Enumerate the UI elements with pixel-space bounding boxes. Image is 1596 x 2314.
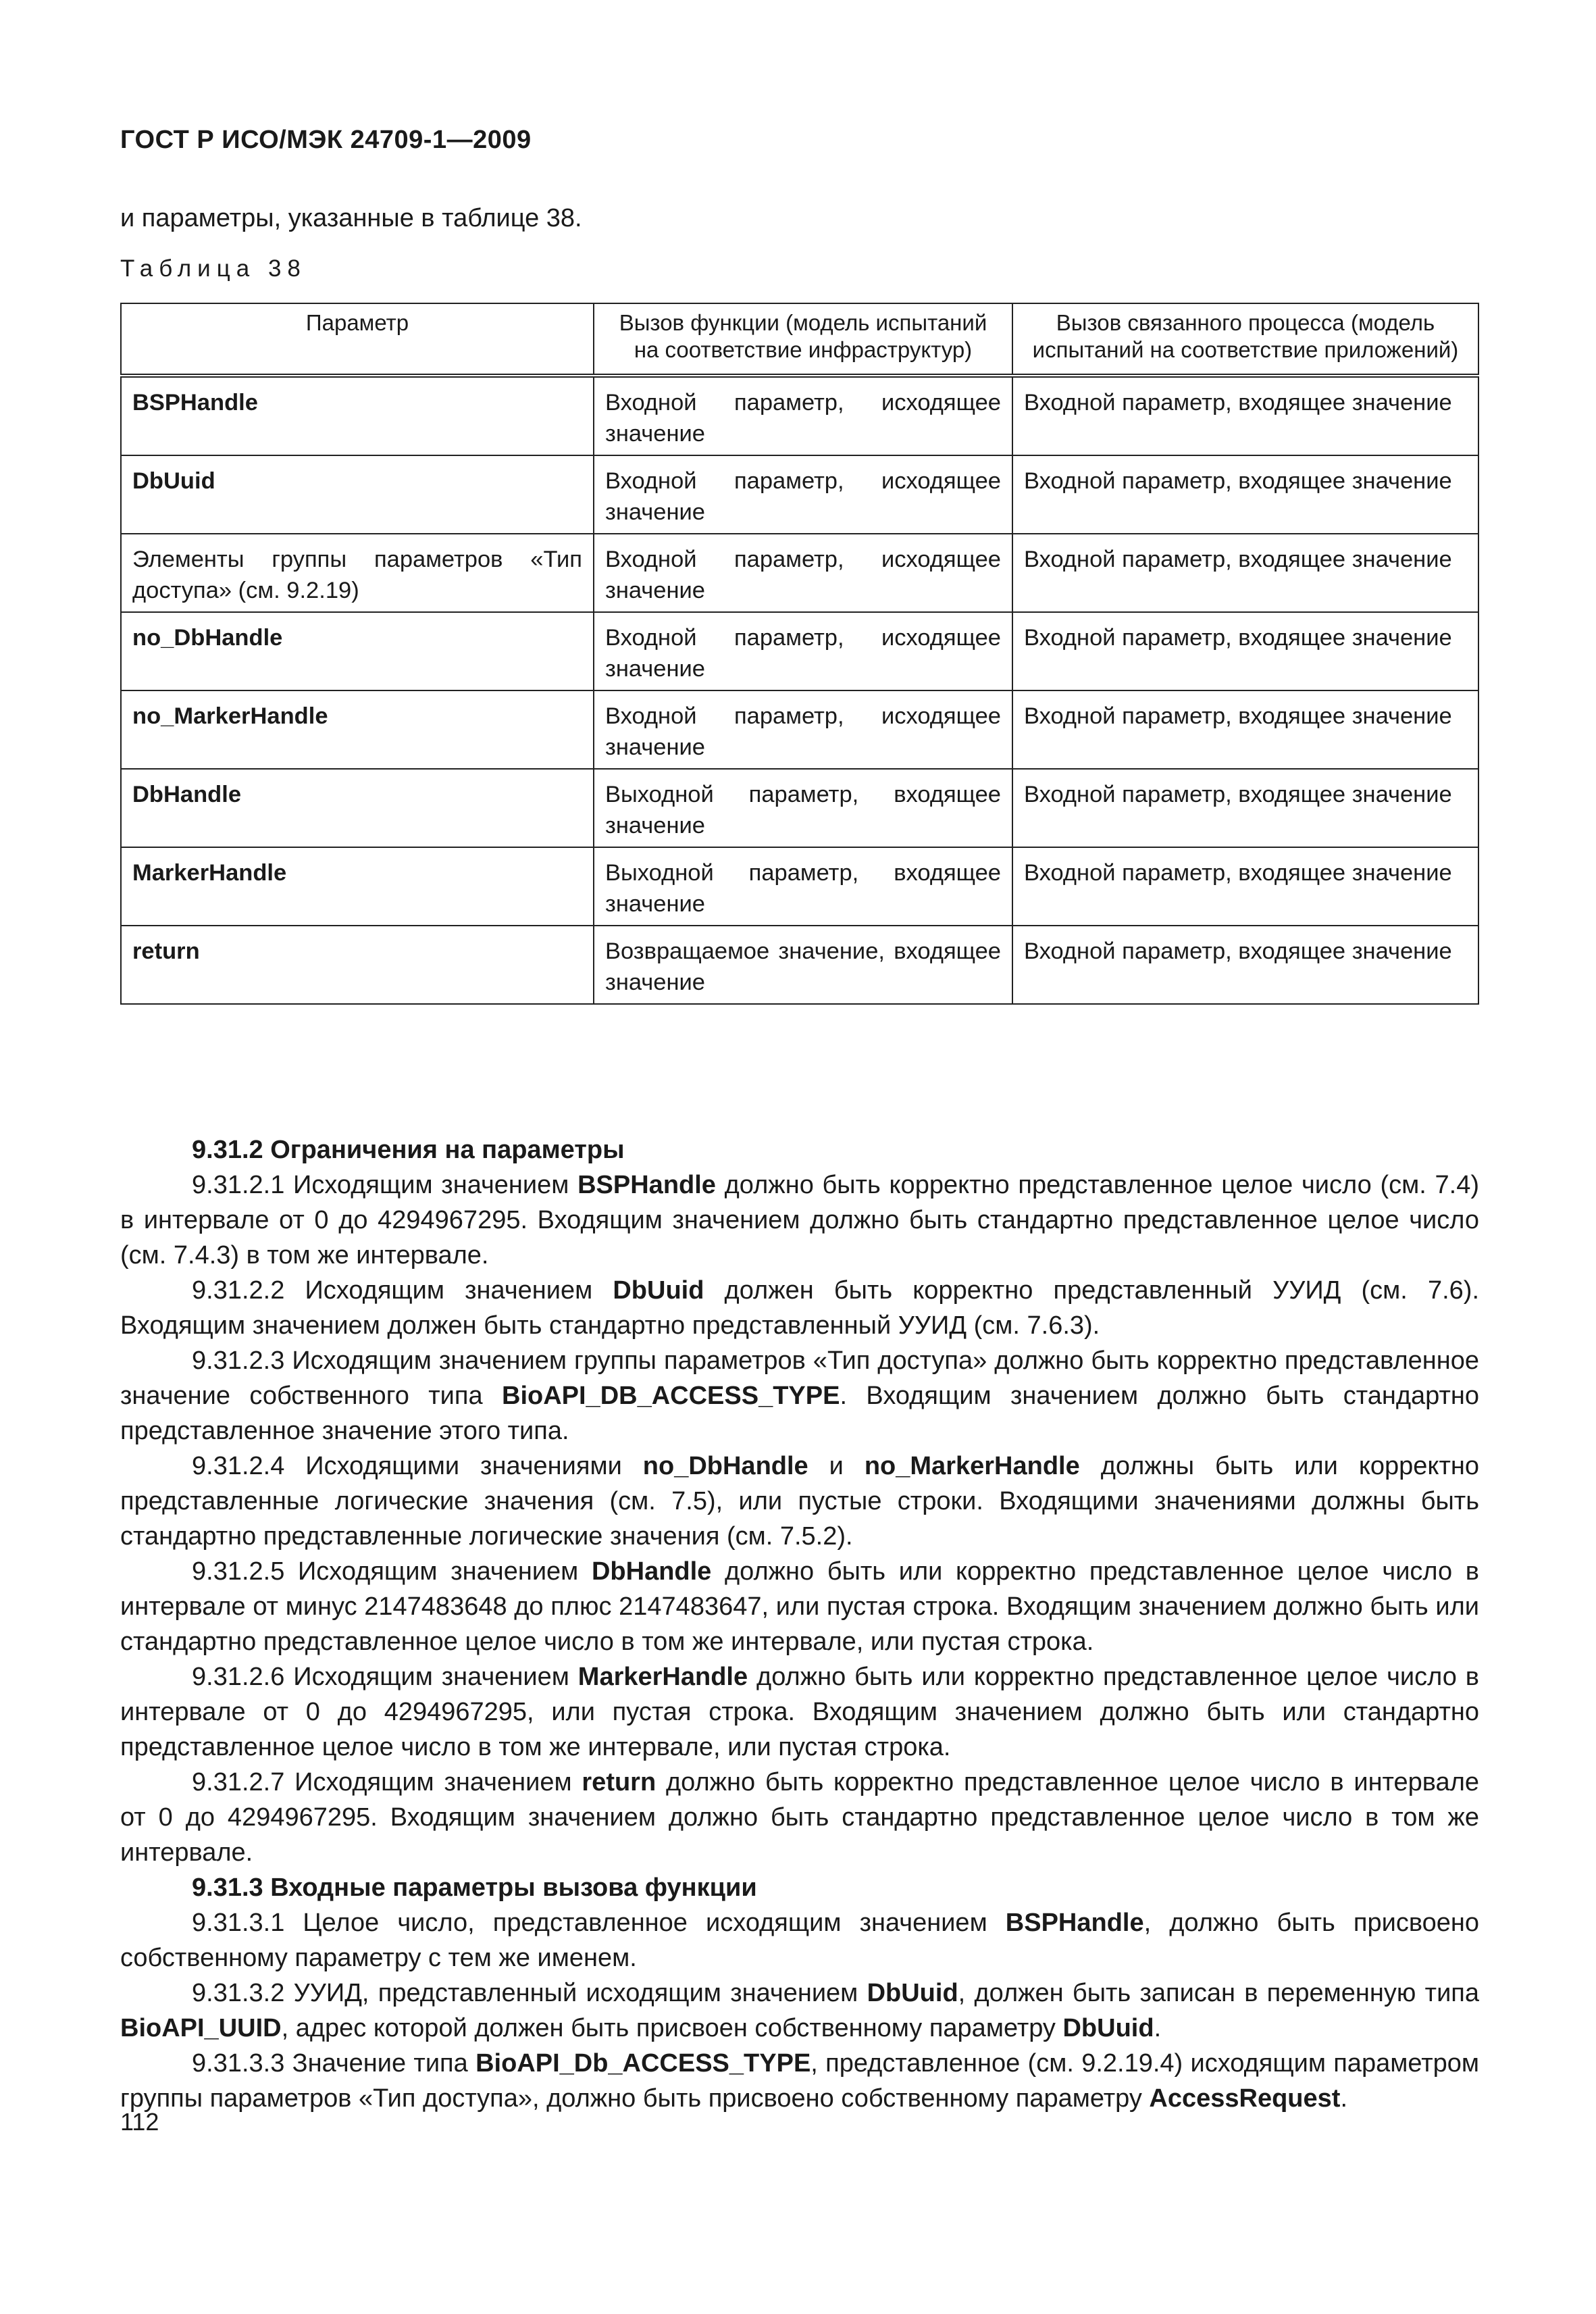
table-row [121,376,1478,455]
paragraph-9-31-3-3: 9.31.3.3 Значение типа BioAPI_Db_ACCESS_TYPE, представленное (см. 9.2.19.4) исходящим параметром группы параметров «Тип доступа», должно быть присвоено собственному параметру AccessRequest. [120,2049,1479,2113]
intro-text: и параметры, указанные в таблице 38. [120,204,582,232]
param-name: no_DbHandle [121,612,594,690]
paragraph-9-31-2-4: 9.31.2.4 Исходящими значениями no_DbHandle и no_MarkerHandle должны быть или корректно представленные логические значения (см. 7.5), или пустые строки. Входящими значениями должны быть стандартно представленные логические значения (см. 7.5.2). [120,1452,1479,1551]
process-call-cell: Входной параметр, входящее значение [1012,612,1478,690]
body-text [120,1132,1479,2116]
paragraph-9-31-2-7: 9.31.2.7 Исходящим значением return должно быть корректно представленное целое число в интервале от 0 до 4294967295. Входящим значением должно быть стандартно представленное целое число в том же интервале. [120,1768,1479,1867]
function-call-cell: Входной параметр, исходящее значение [594,612,1012,690]
paragraph-9-31-2-3: 9.31.2.3 Исходящим значением группы параметров «Тип доступа» должно быть корректно представленное значение собственного типа BioAPI_DB_ACCESS_TYPE. Входящим значением должно быть стандартно представленное значение этого типа. [120,1347,1479,1445]
process-call-cell: Входной параметр, входящее значение [1012,455,1478,534]
column-header-parameter: Параметр [121,303,594,376]
process-call-cell: Входной параметр, входящее значение [1012,926,1478,1004]
table-row [121,690,1478,769]
function-call-cell: Возвращаемое значение, входящее значение [594,926,1012,1004]
table-header-row [121,303,1478,376]
table-row [121,612,1478,690]
paragraph-9-31-3-1: 9.31.3.1 Целое число, представленное исходящим значением BSPHandle, должно быть присвоено собственному параметру с тем же именем. [120,1909,1479,1972]
param-name: DbUuid [121,455,594,534]
function-call-cell: Выходной параметр, входящее значение [594,847,1012,926]
table-row [121,455,1478,534]
document-header: ГОСТ Р ИСО/МЭК 24709-1—2009 [120,126,532,154]
param-name: BSPHandle [121,376,594,455]
param-name: DbHandle [121,769,594,847]
table-row [121,534,1478,612]
table-caption: Таблица 38 [120,255,307,282]
table-row [121,926,1478,1004]
paragraph-9-31-2-1: 9.31.2.1 Исходящим значением BSPHandle должно быть корректно представленное целое число (см. 7.4) в интервале от 0 до 4294967295. Входящим значением должно быть стандартно представленное целое число (см. 7.4.3) в том же интервале. [120,1171,1479,1269]
param-name: MarkerHandle [121,847,594,926]
function-call-cell: Входной параметр, исходящее значение [594,534,1012,612]
function-call-cell: Входной параметр, исходящее значение [594,455,1012,534]
param-name: Элементы группы параметров «Тип доступа» (см. 9.2.19) [121,534,594,612]
paragraph-9-31-2-6: 9.31.2.6 Исходящим значением MarkerHandle должно быть или корректно представленное целое число в интервале от 0 до 4294967295, или пустая строка. Входящим значением должно быть или стандартно представленное целое число в том же интервале, или пустая строка. [120,1663,1479,1761]
param-name: return [121,926,594,1004]
column-header-process-call: Вызов связанного процесса (модель испытаний на соответствие приложений) [1012,303,1478,376]
page-number: 112 [120,2108,159,2136]
param-name: no_MarkerHandle [121,690,594,769]
process-call-cell: Входной параметр, входящее значение [1012,534,1478,612]
section-title-9-31-2: 9.31.2 Ограничения на параметры [192,1136,625,1164]
process-call-cell: Входной параметр, входящее значение [1012,769,1478,847]
table-row [121,769,1478,847]
table-row [121,847,1478,926]
paragraph-9-31-3-2: 9.31.3.2 УУИД, представленный исходящим значением DbUuid, должен быть записан в переменную типа BioAPI_UUID, адрес которой должен быть присвоен собственному параметру DbUuid. [120,1979,1480,2042]
function-call-cell: Входной параметр, исходящее значение [594,376,1012,455]
process-call-cell: Входной параметр, входящее значение [1012,847,1478,926]
paragraph-9-31-2-5: 9.31.2.5 Исходящим значением DbHandle должно быть или корректно представленное целое число в интервале от минус 2147483648 до плюс 2147483647, или пустая строка. Входящим значением должно быть или стандартно представленное целое число в том же интервале, или пустая строка. [120,1557,1479,1656]
process-call-cell: Входной параметр, входящее значение [1012,690,1478,769]
column-header-function-call: Вызов функции (модель испытаний на соответствие инфраструктур) [594,303,1012,376]
function-call-cell: Выходной параметр, входящее значение [594,769,1012,847]
paragraph-9-31-2-2: 9.31.2.2 Исходящим значением DbUuid должен быть корректно представленный УУИД (см. 7.6). Входящим значением должен быть стандартно представленный УУИД (см. 7.6.3). [120,1276,1479,1340]
process-call-cell: Входной параметр, входящее значение [1012,376,1478,455]
parameters-table [120,303,1479,1005]
function-call-cell: Входной параметр, исходящее значение [594,690,1012,769]
section-title-9-31-3: 9.31.3 Входные параметры вызова функции [192,1873,757,1902]
